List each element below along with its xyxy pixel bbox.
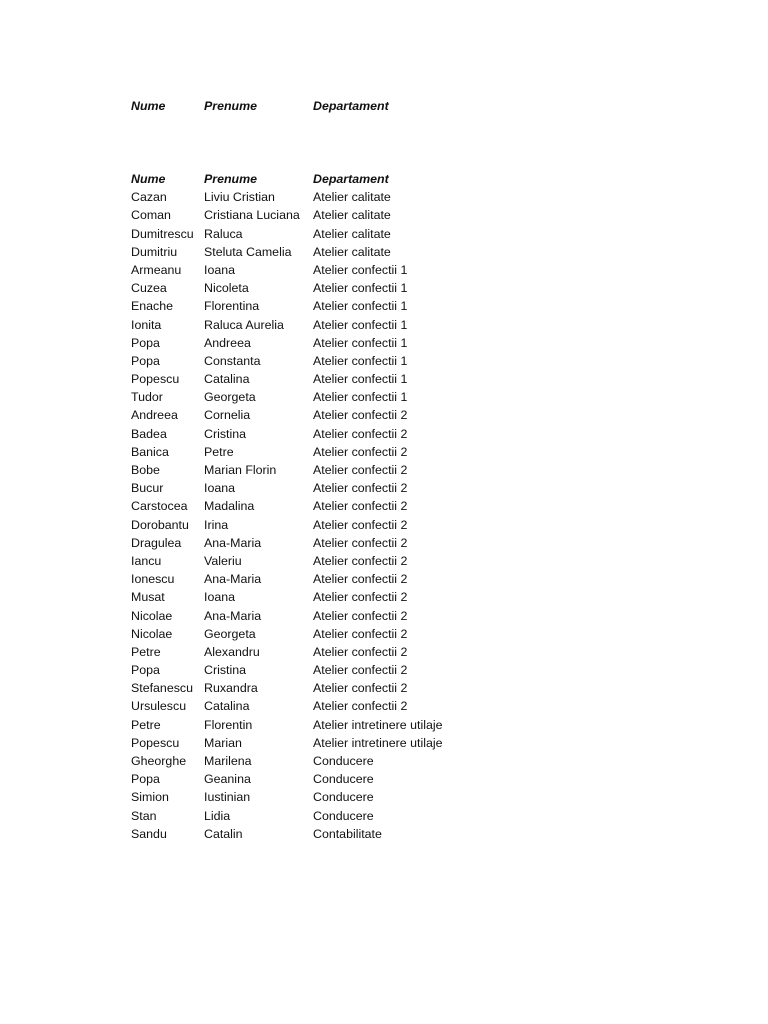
cell-nume: Cuzea — [131, 281, 167, 296]
cell-nume: Petre — [131, 644, 161, 659]
header-prenume: Prenume — [204, 99, 258, 113]
table-row — [131, 225, 731, 243]
table-row — [131, 388, 731, 406]
cell-departament: Atelier confectii 2 — [313, 699, 408, 714]
cell-nume: Simion — [131, 790, 169, 805]
table-row — [131, 425, 731, 443]
cell-nume: Dumitrescu — [131, 226, 194, 241]
cell-nume: Iancu — [131, 553, 162, 568]
table-row — [131, 370, 731, 388]
cell-departament: Contabilitate — [313, 826, 382, 841]
cell-prenume: Ioana — [204, 262, 236, 277]
cell-prenume: Ana-Maria — [204, 572, 262, 587]
table-row — [131, 788, 731, 806]
cell-nume: Armeanu — [131, 262, 182, 277]
table-row — [131, 461, 731, 479]
table-body — [131, 188, 731, 843]
cell-prenume: Florentin — [204, 717, 253, 732]
cell-departament: Atelier confectii 1 — [313, 335, 408, 350]
table-row — [131, 807, 731, 825]
cell-nume: Enache — [131, 299, 174, 314]
cell-nume: Stefanescu — [131, 681, 193, 696]
cell-nume: Banica — [131, 444, 169, 459]
cell-prenume: Ioana — [204, 590, 236, 605]
table-row — [131, 625, 731, 643]
cell-departament: Atelier confectii 2 — [313, 444, 408, 459]
cell-departament: Atelier confectii 1 — [313, 262, 408, 277]
cell-nume: Gheorghe — [131, 754, 187, 768]
cell-departament: Atelier confectii 1 — [313, 299, 408, 314]
cell-prenume: Raluca — [204, 226, 243, 241]
table-row — [131, 734, 731, 752]
cell-departament: Conducere — [313, 790, 374, 805]
employee-table — [131, 170, 731, 843]
cell-prenume: Raluca Aurelia — [204, 317, 284, 332]
cell-prenume: Catalina — [204, 699, 250, 714]
table-row — [131, 352, 731, 370]
cell-departament: Atelier intretinere utilaje — [313, 717, 443, 732]
cell-prenume: Geanina — [204, 772, 251, 787]
table-row — [131, 188, 731, 206]
header-departament: Departament — [313, 99, 389, 113]
cell-nume: Dorobantu — [131, 517, 189, 532]
cell-prenume: Ruxandra — [204, 681, 258, 696]
cell-nume: Popescu — [131, 372, 180, 387]
cell-prenume: Florentina — [204, 299, 260, 314]
cell-departament: Atelier confectii 2 — [313, 535, 408, 550]
cell-prenume: Iustinian — [204, 790, 251, 805]
cell-nume: Ionescu — [131, 572, 175, 587]
cell-departament: Atelier confectii 2 — [313, 644, 408, 659]
cell-prenume: Marian — [204, 735, 242, 750]
cell-departament: Atelier confectii 2 — [313, 481, 408, 496]
table-row — [131, 206, 731, 224]
cell-prenume: Catalina — [204, 372, 250, 387]
cell-prenume: Marian Florin — [204, 463, 277, 477]
table-row — [131, 406, 731, 424]
table-row — [131, 607, 731, 625]
cell-prenume: Ioana — [204, 481, 236, 496]
cell-prenume: Cornelia — [204, 408, 251, 423]
cell-prenume: Georgeta — [204, 626, 256, 641]
cell-nume: Ursulescu — [131, 699, 187, 714]
cell-nume: Tudor — [131, 390, 163, 405]
cell-departament: Atelier confectii 2 — [313, 426, 408, 441]
cell-prenume: Cristina — [204, 426, 246, 441]
cell-nume: Andreea — [131, 408, 178, 423]
table-row — [131, 297, 731, 315]
table-row — [131, 243, 731, 261]
cell-departament: Atelier confectii 2 — [313, 463, 408, 477]
table-row — [131, 261, 731, 279]
table-row — [131, 643, 731, 661]
cell-departament: Atelier confectii 2 — [313, 572, 408, 587]
cell-prenume: Steluta Camelia — [204, 244, 292, 259]
cell-departament: Atelier confectii 1 — [313, 353, 408, 368]
cell-nume: Nicolae — [131, 626, 173, 641]
table-row — [131, 279, 731, 297]
cell-prenume: Catalin — [204, 826, 243, 841]
cell-prenume: Constanta — [204, 353, 261, 368]
top-header-row — [131, 97, 731, 115]
cell-departament: Atelier confectii 1 — [313, 317, 408, 332]
cell-departament: Atelier calitate — [313, 208, 391, 223]
cell-departament: Atelier confectii 1 — [313, 390, 408, 405]
table-row — [131, 570, 731, 588]
cell-nume: Popa — [131, 335, 160, 350]
table-row — [131, 316, 731, 334]
table-row — [131, 716, 731, 734]
table-row — [131, 516, 731, 534]
cell-prenume: Cristina — [204, 663, 246, 678]
table-row — [131, 697, 731, 715]
table-row — [131, 661, 731, 679]
cell-departament: Atelier calitate — [313, 226, 391, 241]
cell-prenume: Marilena — [204, 754, 252, 768]
cell-prenume: Liviu Cristian — [204, 190, 275, 205]
table-row — [131, 334, 731, 352]
cell-nume: Dragulea — [131, 535, 182, 550]
cell-departament: Atelier confectii 1 — [313, 281, 408, 296]
cell-departament: Conducere — [313, 754, 374, 768]
cell-nume: Sandu — [131, 826, 167, 841]
table-row — [131, 825, 731, 843]
cell-prenume: Madalina — [204, 499, 255, 514]
cell-nume: Popa — [131, 663, 160, 678]
cell-departament: Atelier confectii 2 — [313, 553, 408, 568]
cell-prenume: Lidia — [204, 808, 231, 823]
cell-prenume: Nicoleta — [204, 281, 249, 296]
cell-nume: Popescu — [131, 735, 180, 750]
cell-nume: Bobe — [131, 463, 160, 477]
cell-prenume: Ana-Maria — [204, 608, 262, 623]
table-row — [131, 552, 731, 570]
cell-prenume: Irina — [204, 517, 229, 532]
table-row — [131, 443, 731, 461]
cell-prenume: Georgeta — [204, 390, 256, 405]
table-row — [131, 752, 731, 770]
cell-nume: Ionita — [131, 317, 162, 332]
cell-departament: Atelier calitate — [313, 190, 391, 205]
cell-departament: Conducere — [313, 772, 374, 787]
cell-departament: Atelier confectii 2 — [313, 663, 408, 678]
cell-nume: Popa — [131, 353, 160, 368]
cell-departament: Atelier confectii 2 — [313, 408, 408, 423]
cell-prenume: Cristiana Luciana — [204, 208, 300, 223]
cell-prenume: Petre — [204, 444, 234, 459]
table-row — [131, 479, 731, 497]
cell-prenume: Valeriu — [204, 553, 242, 568]
cell-nume: Coman — [131, 208, 171, 223]
cell-departament: Atelier confectii 2 — [313, 681, 408, 696]
cell-nume: Bucur — [131, 481, 164, 496]
cell-nume: Stan — [131, 808, 157, 823]
table-header-row — [131, 170, 731, 188]
cell-nume: Popa — [131, 772, 160, 787]
cell-prenume: Ana-Maria — [204, 535, 262, 550]
cell-departament: Atelier confectii 1 — [313, 372, 408, 387]
header-row — [131, 97, 731, 115]
cell-nume: Petre — [131, 717, 161, 732]
cell-prenume: Andreea — [204, 335, 251, 350]
cell-departament: Atelier calitate — [313, 244, 391, 259]
cell-departament: Atelier confectii 2 — [313, 517, 408, 532]
cell-nume: Carstocea — [131, 499, 188, 514]
table-row — [131, 588, 731, 606]
table-row — [131, 679, 731, 697]
cell-nume: Cazan — [131, 190, 167, 205]
column-header-nume: Nume — [131, 172, 166, 186]
cell-departament: Atelier confectii 2 — [313, 499, 408, 514]
table-row — [131, 770, 731, 788]
column-header-prenume: Prenume — [204, 172, 258, 186]
cell-departament: Atelier confectii 2 — [313, 590, 408, 605]
table-row — [131, 497, 731, 515]
cell-departament: Atelier confectii 2 — [313, 608, 408, 623]
cell-nume: Badea — [131, 426, 167, 441]
cell-nume: Dumitriu — [131, 244, 178, 259]
cell-nume: Nicolae — [131, 608, 173, 623]
cell-departament: Atelier intretinere utilaje — [313, 735, 443, 750]
cell-departament: Conducere — [313, 808, 374, 823]
cell-prenume: Alexandru — [204, 644, 260, 659]
cell-nume: Musat — [131, 590, 165, 605]
table-row — [131, 534, 731, 552]
cell-departament: Atelier confectii 2 — [313, 626, 408, 641]
column-header-departament: Departament — [313, 172, 389, 186]
header-nume: Nume — [131, 99, 166, 113]
